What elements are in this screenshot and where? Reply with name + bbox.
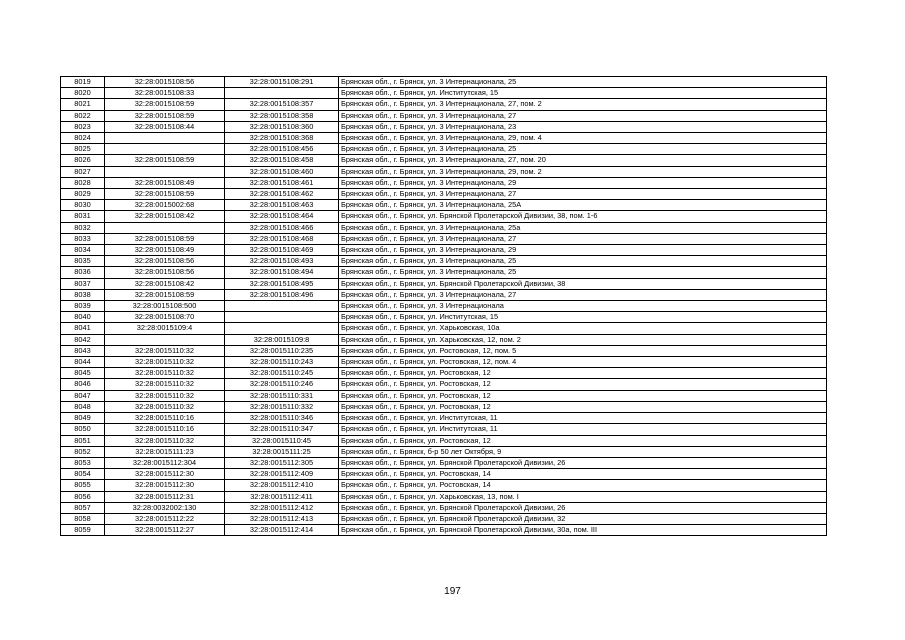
table-row [61,245,827,256]
table-row [61,233,827,244]
row-number-cell: 8026 [61,155,105,166]
parcel-number-cell: 32:28:0015108:59 [105,189,225,200]
table-row [61,121,827,132]
parcel-number-cell: 32:28:0015108:59 [105,289,225,300]
address-cell: Брянская обл., г. Брянск, ул. 3 Интернационала, 27, пом. 20 [339,155,827,166]
object-number-cell: 32:28:0015112:410 [225,480,339,491]
address-cell: Брянская обл., г. Брянск, ул. Ростовская, 12 [339,379,827,390]
object-number-cell: 32:28:0015108:458 [225,155,339,166]
row-number-cell: 8033 [61,233,105,244]
row-number-cell: 8041 [61,323,105,334]
object-number-cell: 32:28:0015110:235 [225,345,339,356]
address-cell: Брянская обл., г. Брянск, ул. Брянской Пролетарской Дивизии, 38 [339,278,827,289]
row-number-cell: 8055 [61,480,105,491]
parcel-number-cell: 32:28:0015108:59 [105,110,225,121]
table-row [61,469,827,480]
address-cell: Брянская обл., г. Брянск, ул. Харьковская, 10а [339,323,827,334]
row-number-cell: 8059 [61,525,105,536]
row-number-cell: 8044 [61,357,105,368]
table-row [61,155,827,166]
row-number-cell: 8037 [61,278,105,289]
parcel-number-cell: 32:28:0015108:33 [105,88,225,99]
parcel-number-cell: 32:28:0015110:32 [105,368,225,379]
address-cell: Брянская обл., г. Брянск, ул. Брянской Пролетарской Дивизии, 26 [339,457,827,468]
page-number: 197 [444,586,461,597]
table-row [61,177,827,188]
row-number-cell: 8047 [61,390,105,401]
address-cell: Брянская обл., г. Брянск, ул. Харьковская, 12, пом. 2 [339,334,827,345]
table-row [61,491,827,502]
table-row [61,256,827,267]
address-cell: Брянская обл., г. Брянск, ул. Ростовская, 12 [339,435,827,446]
row-number-cell: 8039 [61,301,105,312]
object-number-cell: 32:28:0015110:243 [225,357,339,368]
table-row [61,446,827,457]
table-row [61,88,827,99]
table-row [61,110,827,121]
table-row [61,166,827,177]
object-number-cell: 32:28:0015108:456 [225,144,339,155]
object-number-cell: 32:28:0015110:45 [225,435,339,446]
parcel-number-cell: 32:28:0015108:500 [105,301,225,312]
table-row [61,379,827,390]
table-row [61,289,827,300]
row-number-cell: 8058 [61,513,105,524]
object-number-cell: 32:28:0015110:246 [225,379,339,390]
table-row [61,312,827,323]
row-number-cell: 8032 [61,222,105,233]
object-number-cell: 32:28:0015112:414 [225,525,339,536]
address-cell: Брянская обл., г. Брянск, ул. Институтская, 15 [339,88,827,99]
table-row [61,301,827,312]
table-row [61,401,827,412]
address-cell: Брянская обл., г. Брянск, ул. 3 Интернационала, 25 [339,267,827,278]
row-number-cell: 8036 [61,267,105,278]
parcel-number-cell: 32:28:0015112:30 [105,480,225,491]
object-number-cell: 32:28:0015110:332 [225,401,339,412]
parcel-number-cell: 32:28:0015002:68 [105,200,225,211]
table-row [61,133,827,144]
row-number-cell: 8049 [61,413,105,424]
parcel-number-cell: 32:28:0032002:130 [105,502,225,513]
address-cell: Брянская обл., г. Брянск, ул. Харьковская, 13, пом. I [339,491,827,502]
address-cell: Брянская обл., г. Брянск, ул. Ростовская, 12 [339,390,827,401]
parcel-number-cell: 32:28:0015108:59 [105,155,225,166]
address-cell: Брянская обл., г. Брянск, ул. 3 Интернационала, 29, пом. 4 [339,133,827,144]
row-number-cell: 8024 [61,133,105,144]
address-cell: Брянская обл., г. Брянск, ул. 3 Интернационала, 25 [339,144,827,155]
row-number-cell: 8031 [61,211,105,222]
object-number-cell: 32:28:0015108:466 [225,222,339,233]
register-table [60,76,827,536]
parcel-number-cell [105,133,225,144]
object-number-cell: 32:28:0015110:347 [225,424,339,435]
parcel-number-cell: 32:28:0015110:32 [105,435,225,446]
table-row [61,345,827,356]
row-number-cell: 8048 [61,401,105,412]
row-number-cell: 8019 [61,77,105,88]
table-row [61,424,827,435]
parcel-number-cell: 32:28:0015108:42 [105,211,225,222]
object-number-cell: 32:28:0015108:469 [225,245,339,256]
table-row [61,189,827,200]
object-number-cell [225,88,339,99]
object-number-cell: 32:28:0015108:461 [225,177,339,188]
row-number-cell: 8056 [61,491,105,502]
parcel-number-cell [105,144,225,155]
address-cell: Брянская обл., г. Брянск, ул. 3 Интернационала, 25 [339,77,827,88]
object-number-cell: 32:28:0015112:305 [225,457,339,468]
object-number-cell: 32:28:0015110:245 [225,368,339,379]
parcel-number-cell: 32:28:0015112:31 [105,491,225,502]
address-cell: Брянская обл., г. Брянск, ул. 3 Интернационала, 27 [339,289,827,300]
object-number-cell: 32:28:0015109:8 [225,334,339,345]
row-number-cell: 8027 [61,166,105,177]
object-number-cell [225,323,339,334]
parcel-number-cell: 32:28:0015112:304 [105,457,225,468]
address-cell: Брянская обл., г. Брянск, ул. Институтская, 11 [339,413,827,424]
parcel-number-cell: 32:28:0015110:32 [105,345,225,356]
object-number-cell: 32:28:0015108:368 [225,133,339,144]
parcel-number-cell: 32:28:0015108:70 [105,312,225,323]
parcel-number-cell: 32:28:0015111:23 [105,446,225,457]
address-cell: Брянская обл., г. Брянск, ул. Брянской Пролетарской Дивизии, 38, пом. 1-6 [339,211,827,222]
object-number-cell: 32:28:0015108:357 [225,99,339,110]
address-cell: Брянская обл., г. Брянск, ул. 3 Интернационала [339,301,827,312]
parcel-number-cell: 32:28:0015108:49 [105,177,225,188]
table-row [61,502,827,513]
address-cell: Брянская обл., г. Брянск, ул. 3 Интернационала, 29, пом. 2 [339,166,827,177]
address-cell: Брянская обл., г. Брянск, ул. 3 Интернационала, 25 [339,256,827,267]
parcel-number-cell: 32:28:0015109:4 [105,323,225,334]
table-row [61,413,827,424]
table-row [61,278,827,289]
table-row [61,323,827,334]
object-number-cell: 32:28:0015112:412 [225,502,339,513]
table-row [61,211,827,222]
address-cell: Брянская обл., г. Брянск, ул. Ростовская, 12, пом. 4 [339,357,827,368]
object-number-cell: 32:28:0015108:463 [225,200,339,211]
row-number-cell: 8029 [61,189,105,200]
address-cell: Брянская обл., г. Брянск, ул. Брянской Пролетарской Дивизии, 30а, пом. III [339,525,827,536]
row-number-cell: 8040 [61,312,105,323]
object-number-cell [225,301,339,312]
address-cell: Брянская обл., г. Брянск, ул. Брянской Пролетарской Дивизии, 32 [339,513,827,524]
address-cell: Брянская обл., г. Брянск, ул. 3 Интернационала, 27 [339,189,827,200]
object-number-cell: 32:28:0015108:291 [225,77,339,88]
object-number-cell: 32:28:0015108:360 [225,121,339,132]
parcel-number-cell: 32:28:0015112:22 [105,513,225,524]
parcel-number-cell: 32:28:0015110:32 [105,357,225,368]
row-number-cell: 8023 [61,121,105,132]
address-cell: Брянская обл., г. Брянск, ул. Институтская, 11 [339,424,827,435]
parcel-number-cell: 32:28:0015110:32 [105,401,225,412]
row-number-cell: 8045 [61,368,105,379]
table-row [61,144,827,155]
table-row [61,435,827,446]
address-cell: Брянская обл., г. Брянск, б-р 50 лет Октября, 9 [339,446,827,457]
object-number-cell: 32:28:0015112:411 [225,491,339,502]
parcel-number-cell: 32:28:0015112:27 [105,525,225,536]
address-cell: Брянская обл., г. Брянск, ул. Ростовская, 14 [339,480,827,491]
address-cell: Брянская обл., г. Брянск, ул. 3 Интернационала, 25А [339,200,827,211]
address-cell: Брянская обл., г. Брянск, ул. 3 Интернационала, 23 [339,121,827,132]
parcel-number-cell: 32:28:0015108:44 [105,121,225,132]
address-cell: Брянская обл., г. Брянск, ул. 3 Интернационала, 29 [339,245,827,256]
address-cell: Брянская обл., г. Брянск, ул. Ростовская, 12, пом. 5 [339,345,827,356]
object-number-cell: 32:28:0015108:358 [225,110,339,121]
address-cell: Брянская обл., г. Брянск, ул. 3 Интернационала, 27, пом. 2 [339,99,827,110]
parcel-number-cell: 32:28:0015108:56 [105,256,225,267]
object-number-cell: 32:28:0015110:346 [225,413,339,424]
row-number-cell: 8057 [61,502,105,513]
row-number-cell: 8038 [61,289,105,300]
address-cell: Брянская обл., г. Брянск, ул. 3 Интернационала, 29 [339,177,827,188]
object-number-cell: 32:28:0015108:468 [225,233,339,244]
parcel-number-cell [105,334,225,345]
table-row [61,99,827,110]
address-cell: Брянская обл., г. Брянск, ул. Ростовская, 12 [339,368,827,379]
object-number-cell: 32:28:0015111:25 [225,446,339,457]
row-number-cell: 8042 [61,334,105,345]
parcel-number-cell [105,166,225,177]
address-cell: Брянская обл., г. Брянск, ул. 3 Интернационала, 25а [339,222,827,233]
table-row [61,222,827,233]
parcel-number-cell: 32:28:0015108:59 [105,99,225,110]
row-number-cell: 8034 [61,245,105,256]
row-number-cell: 8043 [61,345,105,356]
parcel-number-cell: 32:28:0015108:56 [105,77,225,88]
object-number-cell: 32:28:0015108:495 [225,278,339,289]
object-number-cell: 32:28:0015112:409 [225,469,339,480]
object-number-cell: 32:28:0015108:493 [225,256,339,267]
table-row [61,200,827,211]
table-row [61,357,827,368]
object-number-cell: 32:28:0015112:413 [225,513,339,524]
table-row [61,525,827,536]
address-cell: Брянская обл., г. Брянск, ул. 3 Интернационала, 27 [339,110,827,121]
object-number-cell: 32:28:0015110:331 [225,390,339,401]
row-number-cell: 8030 [61,200,105,211]
address-cell: Брянская обл., г. Брянск, ул. Ростовская, 14 [339,469,827,480]
table-row [61,480,827,491]
parcel-number-cell: 32:28:0015112:30 [105,469,225,480]
row-number-cell: 8025 [61,144,105,155]
table-row [61,368,827,379]
row-number-cell: 8022 [61,110,105,121]
parcel-number-cell: 32:28:0015110:32 [105,390,225,401]
table-row [61,334,827,345]
table-row [61,513,827,524]
object-number-cell: 32:28:0015108:496 [225,289,339,300]
parcel-number-cell: 32:28:0015108:56 [105,267,225,278]
parcel-number-cell: 32:28:0015110:32 [105,379,225,390]
row-number-cell: 8028 [61,177,105,188]
object-number-cell: 32:28:0015108:494 [225,267,339,278]
object-number-cell [225,312,339,323]
row-number-cell: 8035 [61,256,105,267]
row-number-cell: 8021 [61,99,105,110]
address-cell: Брянская обл., г. Брянск, ул. Ростовская, 12 [339,401,827,412]
parcel-number-cell: 32:28:0015110:16 [105,413,225,424]
object-number-cell: 32:28:0015108:462 [225,189,339,200]
address-cell: Брянская обл., г. Брянск, ул. 3 Интернационала, 27 [339,233,827,244]
row-number-cell: 8052 [61,446,105,457]
object-number-cell: 32:28:0015108:460 [225,166,339,177]
table-row [61,390,827,401]
parcel-number-cell: 32:28:0015108:42 [105,278,225,289]
table-row [61,267,827,278]
row-number-cell: 8050 [61,424,105,435]
row-number-cell: 8051 [61,435,105,446]
parcel-number-cell: 32:28:0015108:59 [105,233,225,244]
register-table-body [61,77,827,536]
table-row [61,77,827,88]
row-number-cell: 8046 [61,379,105,390]
row-number-cell: 8020 [61,88,105,99]
parcel-number-cell [105,222,225,233]
parcel-number-cell: 32:28:0015108:49 [105,245,225,256]
row-number-cell: 8054 [61,469,105,480]
table-row [61,457,827,468]
row-number-cell: 8053 [61,457,105,468]
address-cell: Брянская обл., г. Брянск, ул. Институтская, 15 [339,312,827,323]
object-number-cell: 32:28:0015108:464 [225,211,339,222]
address-cell: Брянская обл., г. Брянск, ул. Брянской Пролетарской Дивизии, 26 [339,502,827,513]
parcel-number-cell: 32:28:0015110:16 [105,424,225,435]
